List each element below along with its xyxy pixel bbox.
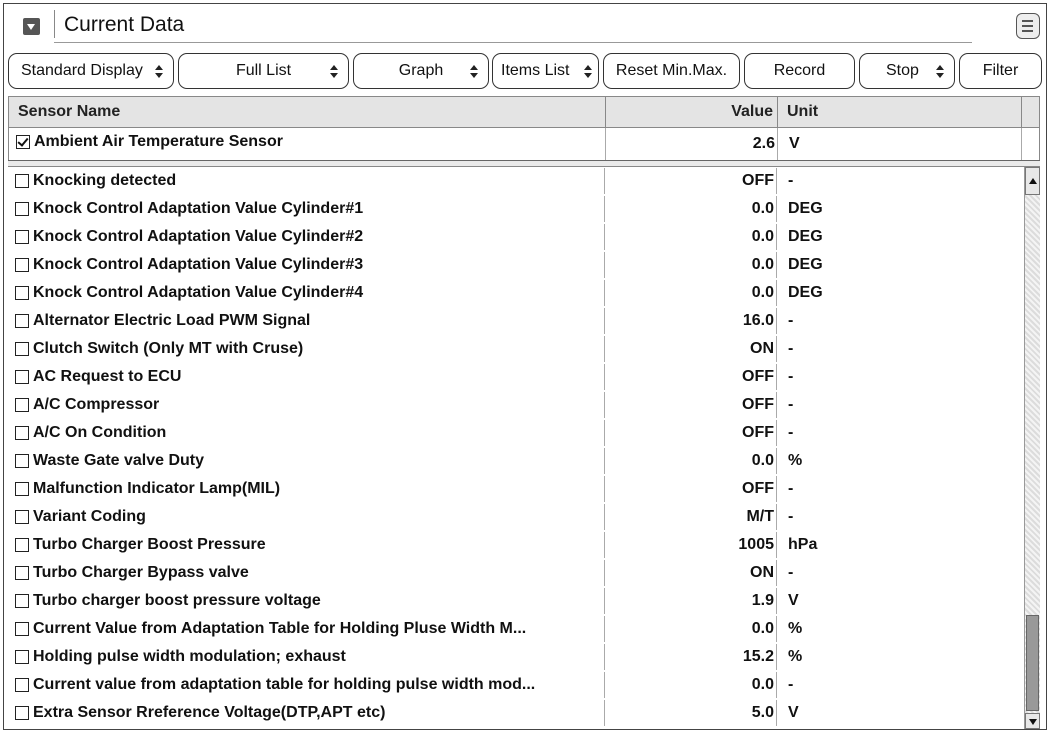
sensor-value: OFF [742, 480, 774, 497]
sensor-value: M/T [746, 508, 774, 525]
sensor-name-cell [15, 671, 535, 699]
menu-icon[interactable] [1016, 13, 1040, 39]
checkbox[interactable] [15, 398, 29, 412]
table-row[interactable] [8, 587, 1024, 615]
sensor-name: Knock Control Adaptation Value Cylinder#3 [33, 256, 364, 273]
sensor-name-cell [15, 167, 176, 195]
column-divider [604, 308, 605, 334]
sensor-value: 0.0 [751, 620, 774, 637]
table-row[interactable] [8, 531, 1024, 559]
sensor-value: 15.2 [742, 648, 774, 665]
sensor-name-cell [15, 643, 346, 671]
sensor-unit: DEG [788, 284, 823, 301]
column-divider [776, 280, 777, 306]
sensor-unit: % [788, 620, 803, 637]
filter-label: Filter [982, 62, 1019, 79]
column-divider [605, 128, 606, 160]
spinner-icon [330, 65, 338, 78]
sensor-name: Holding pulse width modulation; exhaust [33, 648, 346, 665]
column-divider [604, 280, 605, 306]
column-divider [604, 616, 605, 642]
column-divider [1021, 128, 1022, 160]
sensor-name: AC Request to ECU [33, 368, 182, 385]
sensor-unit: - [788, 312, 794, 329]
column-divider [604, 448, 605, 474]
column-divider [776, 476, 777, 502]
stop-label: Stop [886, 62, 919, 79]
sensor-value: 1005 [738, 536, 774, 553]
sensor-unit: V [788, 592, 799, 609]
column-divider [605, 97, 606, 127]
header-sensor-name[interactable]: Sensor Name [18, 103, 121, 120]
sensor-unit: - [788, 424, 794, 441]
graph-label: Graph [398, 62, 444, 79]
pinned-unit: V [789, 135, 800, 152]
checkbox[interactable] [15, 202, 29, 216]
table-row[interactable] [8, 279, 1024, 307]
column-divider [776, 196, 777, 222]
table-header [8, 96, 1040, 128]
items-list-label: Items List [501, 62, 570, 79]
table-row[interactable] [8, 559, 1024, 587]
checkbox[interactable] [15, 566, 29, 580]
table-row[interactable] [8, 391, 1024, 419]
spinner-icon [936, 65, 944, 78]
column-divider [604, 672, 605, 698]
table-row[interactable] [8, 363, 1024, 391]
filter-button[interactable] [959, 53, 1042, 89]
sensor-value: 0.0 [751, 676, 774, 693]
sensor-name: A/C On Condition [33, 424, 167, 441]
sensor-value: OFF [742, 172, 774, 189]
sensor-value: 0.0 [751, 228, 774, 245]
sensor-name: Current value from adaptation table for holding pulse width mod... [33, 676, 536, 693]
column-divider [604, 420, 605, 446]
sensor-unit: % [788, 452, 803, 469]
stop-select[interactable] [859, 53, 955, 89]
column-divider [604, 392, 605, 418]
collapse-icon[interactable] [23, 18, 40, 35]
sensor-unit: - [788, 480, 794, 497]
table-row[interactable] [8, 503, 1024, 531]
column-divider [604, 588, 605, 614]
checkbox[interactable] [15, 370, 29, 384]
sensor-name-cell [15, 223, 363, 251]
toolbar [4, 53, 1046, 89]
spinner-icon [584, 65, 592, 78]
table-row[interactable] [8, 643, 1024, 671]
sensor-name-cell [15, 363, 181, 391]
column-divider [777, 97, 778, 127]
checkbox[interactable] [15, 678, 29, 692]
sensor-value: ON [750, 340, 774, 357]
sensor-unit: - [788, 368, 794, 385]
full-list-select[interactable] [178, 53, 349, 89]
sensor-unit: - [788, 172, 794, 189]
sensor-value: ON [750, 564, 774, 581]
table-row[interactable] [8, 307, 1024, 335]
table-row[interactable] [8, 615, 1024, 643]
column-divider [604, 560, 605, 586]
checkbox[interactable] [15, 314, 29, 328]
sensor-name: Knock Control Adaptation Value Cylinder#1 [33, 200, 364, 217]
sensor-name-cell [15, 279, 363, 307]
checkbox[interactable] [15, 510, 29, 524]
sensor-unit: - [788, 340, 794, 357]
full-list-label: Full List [235, 62, 292, 79]
column-divider [776, 644, 777, 670]
record-button[interactable] [744, 53, 855, 89]
sensor-name-cell [15, 195, 363, 223]
sensor-unit: - [788, 396, 794, 413]
title-separator [54, 10, 55, 38]
table-row[interactable] [8, 447, 1024, 475]
sensor-name: Malfunction Indicator Lamp(MIL) [33, 480, 281, 497]
sensor-value: OFF [742, 368, 774, 385]
table-row[interactable] [8, 699, 1024, 727]
sensor-name-cell [15, 559, 249, 587]
table-row[interactable] [8, 419, 1024, 447]
column-divider [1021, 97, 1022, 127]
checkbox[interactable] [15, 650, 29, 664]
table-row[interactable] [8, 223, 1024, 251]
column-divider [604, 504, 605, 530]
sensor-value: 0.0 [751, 284, 774, 301]
sensor-value: 5.0 [751, 704, 774, 721]
checkbox[interactable] [15, 538, 29, 552]
column-divider [604, 700, 605, 726]
checkbox-checked[interactable] [16, 135, 30, 149]
standard-display-label: Standard Display [21, 62, 143, 79]
spinner-icon [470, 65, 478, 78]
pinned-separator [8, 160, 1040, 167]
table-row[interactable] [8, 195, 1024, 223]
column-divider [776, 560, 777, 586]
column-divider [776, 392, 777, 418]
checkbox[interactable] [15, 174, 29, 188]
sensor-unit: DEG [788, 256, 823, 273]
sensor-name: Clutch Switch (Only MT with Cruse) [33, 340, 304, 357]
sensor-unit: - [788, 676, 794, 693]
sensor-name-cell [15, 615, 526, 643]
sensor-list [8, 167, 1024, 729]
column-divider [604, 476, 605, 502]
column-divider [604, 224, 605, 250]
sensor-name: Extra Sensor Rreference Voltage(DTP,APT etc) [33, 704, 386, 721]
record-label: Record [773, 62, 826, 79]
title-bar [4, 4, 1046, 42]
sensor-name: Knocking detected [33, 172, 177, 189]
sensor-name: Variant Coding [33, 508, 146, 525]
column-divider [776, 588, 777, 614]
table-row[interactable] [8, 335, 1024, 363]
sensor-unit: DEG [788, 228, 823, 245]
sensor-unit: % [788, 648, 803, 665]
table-row[interactable] [8, 671, 1024, 699]
checkbox[interactable] [15, 342, 29, 356]
checkbox[interactable] [15, 286, 29, 300]
checkbox[interactable] [15, 454, 29, 468]
column-divider [604, 532, 605, 558]
title-underline [54, 42, 972, 43]
column-divider [776, 336, 777, 362]
spinner-icon [155, 65, 163, 78]
scroll-down-icon[interactable] [1025, 713, 1040, 729]
checkbox[interactable] [15, 706, 29, 720]
column-divider [604, 168, 605, 194]
checkbox[interactable] [15, 622, 29, 636]
sensor-value: 0.0 [751, 200, 774, 217]
column-divider [776, 224, 777, 250]
column-divider [776, 420, 777, 446]
table-row[interactable] [8, 167, 1024, 195]
sensor-unit: - [788, 564, 794, 581]
checkbox[interactable] [15, 258, 29, 272]
sensor-unit: hPa [788, 536, 818, 553]
sensor-name: Alternator Electric Load PWM Signal [33, 312, 311, 329]
sensor-name-cell [15, 587, 321, 615]
items-list-select[interactable] [492, 53, 599, 89]
column-divider [776, 504, 777, 530]
sensor-name-cell [15, 391, 159, 419]
sensor-unit: V [788, 704, 799, 721]
sensor-name-cell [15, 307, 310, 335]
checkbox[interactable] [15, 426, 29, 440]
sensor-name: Current Value from Adaptation Table for Holding Pluse Width M... [33, 620, 527, 637]
sensor-name: A/C Compressor [33, 396, 160, 413]
current-data-panel [3, 3, 1047, 730]
pinned-value: 2.6 [752, 135, 775, 152]
sensor-name: Knock Control Adaptation Value Cylinder#2 [33, 228, 364, 245]
checkbox[interactable] [15, 230, 29, 244]
sensor-value: 1.9 [751, 592, 774, 609]
sensor-name-cell [15, 531, 266, 559]
checkbox[interactable] [15, 594, 29, 608]
column-divider [776, 532, 777, 558]
column-divider [776, 616, 777, 642]
sensor-name-cell [15, 251, 363, 279]
header-value[interactable]: Value [731, 103, 773, 120]
sensor-value: 16.0 [742, 312, 774, 329]
sensor-name: Turbo Charger Boost Pressure [33, 536, 266, 553]
reset-min-max-label: Reset Min.Max. [615, 62, 728, 79]
sensor-name-cell [15, 447, 204, 475]
column-divider [776, 448, 777, 474]
sensor-value: OFF [742, 396, 774, 413]
pinned-name-text: Ambient Air Temperature Sensor [34, 133, 283, 150]
sensor-name: Turbo charger boost pressure voltage [33, 592, 321, 609]
vertical-scrollbar[interactable] [1024, 167, 1040, 729]
scroll-thumb[interactable] [1026, 615, 1039, 711]
reset-min-max-button[interactable] [603, 53, 740, 89]
sensor-name: Knock Control Adaptation Value Cylinder#4 [33, 284, 364, 301]
column-divider [604, 252, 605, 278]
column-divider [604, 336, 605, 362]
column-divider [604, 196, 605, 222]
sensor-name-cell [15, 503, 146, 531]
pinned-row[interactable] [8, 128, 1040, 160]
table-row[interactable] [8, 475, 1024, 503]
column-divider [776, 364, 777, 390]
header-unit[interactable]: Unit [787, 103, 819, 120]
pinned-sensor-name [16, 128, 283, 156]
standard-display-select[interactable] [8, 53, 174, 89]
sensor-name: Turbo Charger Bypass valve [33, 564, 249, 581]
sensor-unit: - [788, 508, 794, 525]
sensor-unit: DEG [788, 200, 823, 217]
column-divider [776, 700, 777, 726]
column-divider [776, 252, 777, 278]
scroll-up-icon[interactable] [1025, 167, 1040, 195]
column-divider [776, 308, 777, 334]
column-divider [604, 364, 605, 390]
table-row[interactable] [8, 251, 1024, 279]
sensor-name-cell [15, 699, 385, 727]
sensor-name-cell [15, 419, 166, 447]
column-divider [777, 128, 778, 160]
sensor-name-cell [15, 335, 303, 363]
column-divider [776, 672, 777, 698]
column-divider [776, 168, 777, 194]
sensor-name-cell [15, 475, 280, 503]
sensor-name: Waste Gate valve Duty [33, 452, 205, 469]
checkbox[interactable] [15, 482, 29, 496]
column-divider [604, 644, 605, 670]
sensor-value: 0.0 [751, 256, 774, 273]
panel-title: Current Data [64, 13, 185, 36]
sensor-value: OFF [742, 424, 774, 441]
sensor-value: 0.0 [751, 452, 774, 469]
graph-select[interactable] [353, 53, 489, 89]
